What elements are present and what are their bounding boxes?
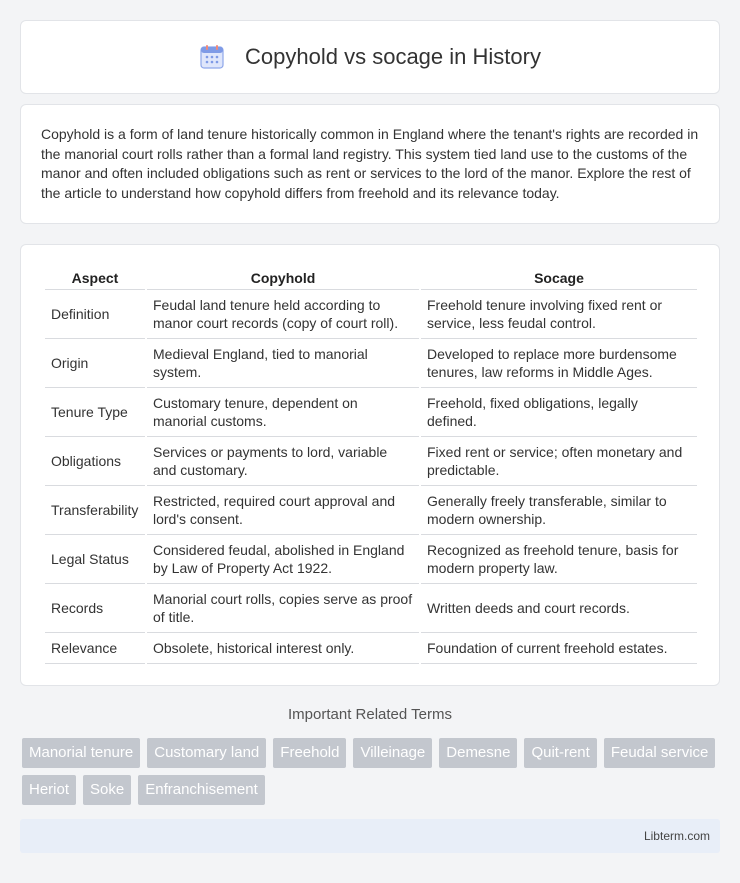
related-terms-list (22, 738, 722, 805)
footer-link[interactable]: Libterm.com (643, 829, 710, 843)
cell-socage: Written deeds and court records. (421, 584, 697, 633)
cell-copyhold: Manorial court rolls, copies serve as proof of title. (147, 584, 419, 633)
intro-text: Copyhold is a form of land tenure historically common in England where the tenant's rights are recorded in the manorial court rolls rather than a formal land registry. This system tied land use to the customs of the manor and often included obligations such as rent or services to the lord of the manor. Explore the rest of the article to understand how copyhold differs from freehold and its relevance today. (41, 126, 699, 201)
term-tag[interactable]: Demesne (439, 738, 517, 768)
term-tag[interactable]: Manorial tenure (22, 738, 140, 768)
cell-socage: Fixed rent or service; often monetary and predictable. (421, 437, 697, 486)
table-row (45, 339, 697, 388)
cell-aspect: Legal Status (45, 535, 145, 584)
cell-aspect: Definition (45, 290, 145, 339)
term-tag[interactable]: Feudal service (604, 738, 716, 768)
cell-aspect: Records (45, 584, 145, 633)
term-tag[interactable]: Soke (83, 775, 131, 805)
term-tag[interactable]: Freehold (273, 738, 346, 768)
cell-copyhold: Obsolete, historical interest only. (147, 633, 419, 664)
cell-socage: Developed to replace more burdensome tenures, law reforms in Middle Ages. (421, 339, 697, 388)
cell-aspect: Tenure Type (45, 388, 145, 437)
table-row (45, 584, 697, 633)
comparison-table (43, 267, 699, 664)
header (20, 20, 720, 94)
cell-socage: Recognized as freehold tenure, basis for modern property law. (421, 535, 697, 584)
table-row (45, 486, 697, 535)
table-row (45, 633, 697, 664)
term-tag[interactable]: Villeinage (353, 738, 432, 768)
cell-socage: Generally freely transferable, similar to modern ownership. (421, 486, 697, 535)
comparison-table-card (20, 244, 720, 686)
header-copyhold: Copyhold (147, 267, 419, 290)
table-row (45, 437, 697, 486)
cell-aspect: Origin (45, 339, 145, 388)
page-title: Copyhold vs socage in History (245, 44, 541, 69)
header-aspect: Aspect (45, 267, 145, 290)
term-tag[interactable]: Customary land (147, 738, 266, 768)
cell-copyhold: Customary tenure, dependent on manorial customs. (147, 388, 419, 437)
cell-copyhold: Medieval England, tied to manorial system. (147, 339, 419, 388)
cell-socage: Freehold tenure involving fixed rent or service, less feudal control. (421, 290, 697, 339)
footer (20, 819, 720, 853)
cell-copyhold: Considered feudal, abolished in England by Law of Property Act 1922. (147, 535, 419, 584)
table-row (45, 388, 697, 437)
table-row (45, 535, 697, 584)
cell-aspect: Obligations (45, 437, 145, 486)
cell-socage: Foundation of current freehold estates. (421, 633, 697, 664)
term-tag[interactable]: Quit-rent (524, 738, 596, 768)
related-terms-title: Important Related Terms (288, 706, 452, 723)
intro-section (20, 104, 720, 224)
cell-copyhold: Restricted, required court approval and lord's consent. (147, 486, 419, 535)
term-tag[interactable]: Enfranchisement (138, 775, 265, 805)
cell-aspect: Transferability (45, 486, 145, 535)
cell-aspect: Relevance (45, 633, 145, 664)
table-row (45, 290, 697, 339)
term-tag[interactable]: Heriot (22, 775, 76, 805)
cell-copyhold: Feudal land tenure held according to manor court records (copy of court roll). (147, 290, 419, 339)
cell-socage: Freehold, fixed obligations, legally defined. (421, 388, 697, 437)
cell-copyhold: Services or payments to lord, variable and customary. (147, 437, 419, 486)
calendar-icon (199, 44, 225, 70)
header-socage: Socage (421, 267, 697, 290)
